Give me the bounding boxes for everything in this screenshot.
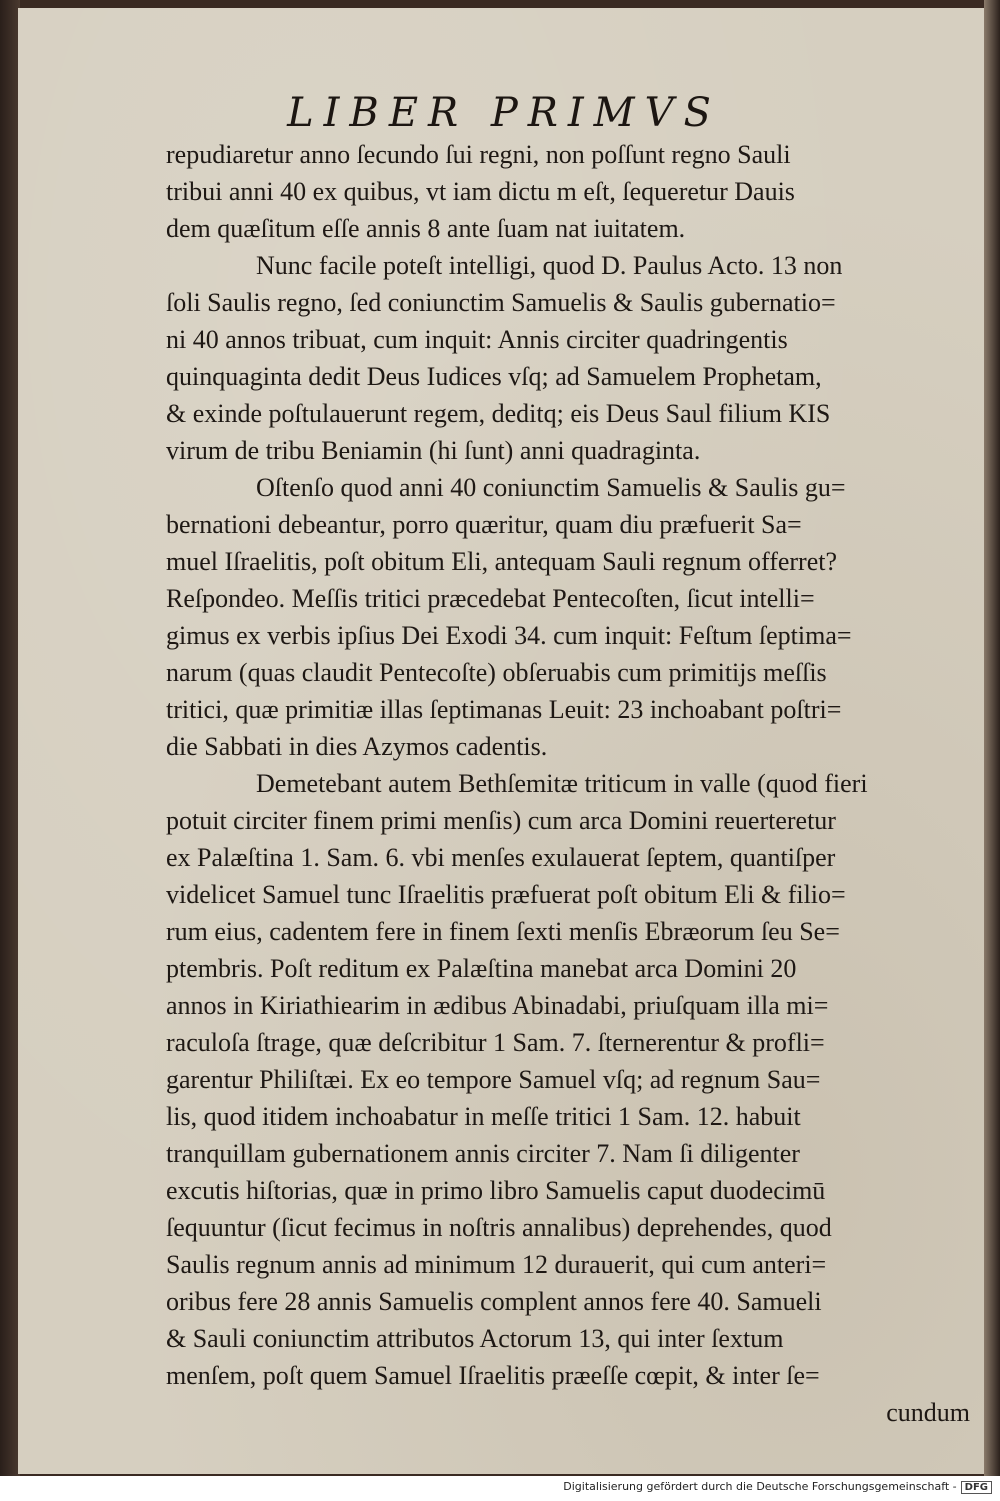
text-line: tritici, quæ primitiæ illas ſeptimanas Leuit: 23 inchoabant poſtri=: [166, 695, 842, 724]
text-line: repudiaretur anno ſecundo ſui regni, non poſſunt regno Sauli: [166, 140, 791, 169]
text-line: excutis hiſtorias, quæ in primo libro Samuelis caput duodecimū: [166, 1176, 826, 1205]
text-line: bernationi debeantur, porro quæritur, quam diu præfuerit Sa=: [166, 510, 802, 539]
text-line: Demetebant autem Bethſemitæ triticum in valle (quod fieri: [256, 769, 868, 798]
funding-notice: [563, 1480, 992, 1494]
text-line: tranquillam gubernationem annis circiter 7. Nam ſi diligenter: [166, 1139, 800, 1168]
text-line: narum (quas claudit Pentecoſte) obſeruabis cum primitijs meſſis: [166, 658, 827, 687]
text-line: cundum: [886, 1398, 970, 1427]
text-line: gimus ex verbis ipſius Dei Exodi 34. cum inquit: Feſtum ſeptima=: [166, 621, 852, 650]
text-line: & exinde poſtulauerunt regem, deditq; eis Deus Saul filium KIS: [166, 399, 831, 428]
dfg-logo: DFG: [961, 1481, 992, 1494]
text-line: ſequuntur (ſicut fecimus in noſtris annalibus) deprehendes, quod: [166, 1213, 832, 1242]
text-line: Saulis regnum annis ad minimum 12 durauerit, qui cum anteri=: [166, 1250, 827, 1279]
text-line: dem quæſitum eſſe annis 8 ante ſuam nat iuitatem.: [166, 214, 686, 243]
text-line: raculoſa ſtrage, quæ deſcribitur 1 Sam. 7. ſternerentur & profli=: [166, 1028, 825, 1057]
text-line: lis, quod itidem inchoabatur in meſſe tritici 1 Sam. 12. habuit: [166, 1102, 801, 1131]
text-line: Nunc facile poteſt intelligi, quod D. Paulus Acto. 13 non: [256, 251, 843, 280]
text-line: muel Iſraelitis, poſt obitum Eli, antequam Sauli regnum offerret?: [166, 547, 838, 576]
text-line: tribui anni 40 ex quibus, vt iam dictu m eſt, ſequeretur Dauis: [166, 177, 795, 206]
text-line: ni 40 annos tribuat, cum inquit: Annis circiter quadringentis: [166, 325, 788, 354]
text-line: menſem, poſt quem Samuel Iſraelitis præeſſe cœpit, & inter ſe=: [166, 1361, 820, 1390]
text-line: quinquaginta dedit Deus Iudices vſq; ad Samuelem Prophetam,: [166, 362, 822, 391]
text-line: virum de tribu Beniamin (hi ſunt) anni quadraginta.: [166, 436, 701, 465]
scan-edge-right: [984, 0, 1000, 1476]
text-line: & Sauli coniunctim attributos Actorum 13, qui inter ſextum: [166, 1324, 784, 1353]
body-text: [166, 136, 976, 1431]
text-line: Oſtenſo quod anni 40 coniunctim Samuelis & Saulis gu=: [256, 473, 846, 502]
text-line: potuit circiter finem primi menſis) cum arca Domini reuerteretur: [166, 806, 836, 835]
text-line: rum eius, cadentem fere in finem ſexti menſis Ebræorum ſeu Se=: [166, 917, 840, 946]
funding-text: Digitalisierung gefördert durch die Deutsche Forschungsgemeinschaft -: [563, 1480, 957, 1493]
scan-edge-left: [0, 0, 20, 1476]
text-line: videlicet Samuel tunc Iſraelitis præfuerat poſt obitum Eli & filio=: [166, 880, 846, 909]
book-page: [18, 8, 990, 1474]
text-line: ſoli Saulis regno, ſed coniunctim Samuelis & Saulis gubernatio=: [166, 288, 836, 317]
text-line: garentur Philiſtæi. Ex eo tempore Samuel vſq; ad regnum Sau=: [166, 1065, 821, 1094]
text-line: ex Palæſtina 1. Sam. 6. vbi menſes exulauerat ſeptem, quantiſper: [166, 843, 836, 872]
text-line: oribus fere 28 annis Samuelis complent annos fere 40. Samueli: [166, 1287, 822, 1316]
text-line: annos in Kiriathiearim in ædibus Abinadabi, priuſquam illa mi=: [166, 991, 829, 1020]
text-line: ptembris. Poſt reditum ex Palæſtina manebat arca Domini 20: [166, 954, 797, 983]
text-line: Reſpondeo. Meſſis tritici præcedebat Pentecoſten, ſicut intelli=: [166, 584, 815, 613]
text-line: die Sabbati in dies Azymos cadentis.: [166, 732, 548, 761]
running-header: LIBER PRIMVS: [287, 90, 721, 136]
